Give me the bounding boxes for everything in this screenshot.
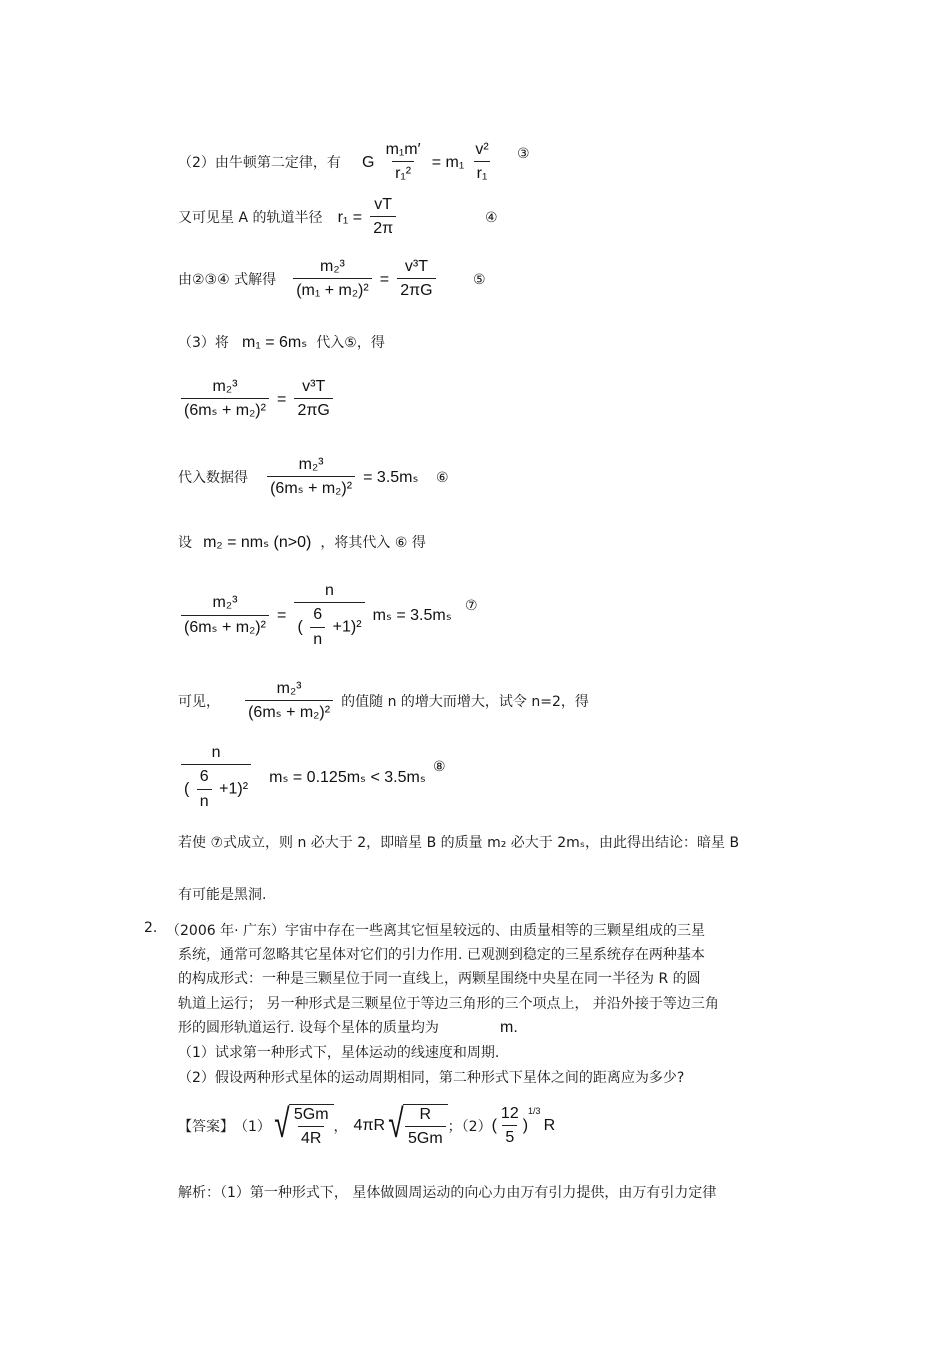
- eq7-mark: ⑦: [465, 598, 478, 614]
- eq7-inner-num: 6: [313, 606, 323, 624]
- set-lead: 设: [178, 535, 192, 551]
- answer-exponent: 1/3: [528, 1106, 541, 1116]
- eq8-inner-num: 6: [199, 768, 209, 786]
- problem-2-line-3: 的构成形式：一种是三颗星位于同一直线上，两颗星围绕中央星在同一半径为 R 的圆: [178, 971, 701, 987]
- equation-4-line: [178, 196, 399, 239]
- set-expr: m₂ = nmₛ (n>0): [203, 534, 312, 551]
- eq8-inner-den: n: [197, 789, 212, 811]
- problem-2-number: 2.: [144, 920, 158, 936]
- eq3-rhs: = m₁: [431, 153, 465, 171]
- eq6-rhs: = 3.5mₛ: [363, 468, 419, 486]
- eq5-lead: 由②③④ 式解得: [178, 271, 277, 288]
- eq4-lhs: r₁ =: [337, 208, 363, 226]
- eq7-mid-num: n: [325, 582, 334, 599]
- answer-sqrt-1: √ $\frac{5Gm}{4R}$: [271, 1104, 334, 1149]
- eq3-r1: r₁: [474, 161, 491, 183]
- eqsub-num: m₂³: [212, 378, 238, 395]
- eq4-lead: 又可见星 A 的轨道半径: [178, 209, 323, 226]
- answer-sqrt-1-num: 5Gm: [293, 1106, 329, 1123]
- eq5-rhs-num: v³T: [404, 258, 428, 275]
- eqsub-den: (6mₛ + m₂)²: [181, 398, 269, 420]
- eq6-den: (6mₛ + m₂)²: [267, 476, 355, 498]
- equation-6-line: [178, 456, 418, 499]
- eqsub-frac-right: [294, 378, 332, 421]
- answer-comma: ，: [333, 1119, 348, 1136]
- answer-part2: ；（2）: [447, 1119, 492, 1136]
- eq7-frac-mid: [294, 582, 364, 649]
- eq8-den: [181, 764, 251, 811]
- eq3-g: G: [362, 153, 375, 171]
- problem-2-line-2: 系统，通常可忽略其它星体对它们的引力作用. 已观测到稳定的三星系统存在两种基本: [178, 947, 705, 963]
- set-line: [178, 530, 426, 555]
- eqsub-frac-left: [181, 378, 269, 421]
- eq7-paren-close: +1)²: [332, 619, 362, 637]
- problem-2-line-5-text: 形的圆形轨道运行. 设每个星体的质量均为: [178, 1020, 439, 1036]
- eq3-numerator: m₁m′: [385, 141, 421, 158]
- eq7-rhs: mₛ = 3.5mₛ: [372, 607, 452, 625]
- eq8-mark: ⑧: [433, 759, 446, 775]
- eq8-paren-open: (: [184, 781, 190, 799]
- conclusion-line-2: 有可能是黑洞.: [178, 887, 267, 903]
- problem-2-line-5: [178, 1017, 518, 1037]
- eq3-frac-right: [472, 141, 491, 184]
- eq8-rhs: mₛ = 0.125mₛ < 3.5mₛ: [269, 769, 426, 787]
- answer-radius: R: [543, 1117, 556, 1135]
- conclusion-line-1: 若使 ⑦式成立，则 n 必大于 2，即暗星 B 的质量 m₂ 必大于 2mₛ，由此得出结论：暗星 B: [178, 835, 740, 851]
- question-1: （1）试求第一种形式下，星体运动的线速度和周期.: [178, 1045, 500, 1061]
- eq3-frac-left: [383, 141, 424, 184]
- problem-2-line-1: （2006 年· 广东）宇宙中存在一些离其它恒星较远的、由质量相等的三颗星组成的三星: [166, 923, 705, 939]
- eq7-mid-den: [294, 602, 364, 649]
- answer-fraction: [498, 1105, 522, 1148]
- eq3-lead: （2）由牛顿第二定律，有: [178, 154, 341, 171]
- eq6-frac: [267, 456, 355, 499]
- answer-sqrt-2: √ $\frac{R}{5Gm}$: [385, 1104, 448, 1149]
- eq4-den: 2π: [370, 216, 396, 238]
- answer-sqrt-2-num: R: [419, 1106, 432, 1123]
- eq5-num: m₂³: [320, 258, 345, 275]
- answer-sqrt-2-frac: [405, 1106, 446, 1149]
- answer-sqrt-1-den: 4R: [298, 1126, 324, 1148]
- problem-2-mass-m: m.: [500, 1019, 518, 1036]
- equation-5-line: 由②③④ 式解得 $\frac{\text{m₂³}}{\text{(m₁ + m₂)²}}$ = $\frac{\text{v³T}}{2\pi G}$: [178, 258, 439, 301]
- equation-3-line: [178, 141, 495, 184]
- eq7-den: (6mₛ + m₂)²: [181, 615, 269, 637]
- answer-coefficient: 4πR: [353, 1117, 386, 1135]
- eq8-inner-frac: [197, 768, 212, 811]
- kejian-tail: 的值随 n 的增大而增大，试令 n=2，得: [341, 693, 589, 710]
- answer-label: 【答案】: [178, 1119, 234, 1136]
- kejian-lead: 可见，: [178, 693, 220, 710]
- answer-fraction-den: 5: [502, 1125, 517, 1147]
- eq3-v2: v²: [475, 141, 489, 158]
- eq8-frac: [181, 744, 251, 811]
- equation-substituted: $\frac{\text{m₂³}}{\text{(6mₛ + m₂)²}}$ = $\frac{\text{v³T}}{2\pi G}$: [178, 378, 336, 421]
- answer-fraction-num: 12: [500, 1105, 519, 1122]
- eq3-denominator: r₁²: [392, 161, 414, 183]
- eq7-num: m₂³: [212, 594, 238, 612]
- answer-part1: （1）: [234, 1119, 271, 1136]
- eq6-mark: ⑥: [436, 470, 449, 486]
- equation-7-line: $\frac{\text{m₂³}}{\text{(6mₛ + m₂)²}}$ = n ( $\frac{6}{n}$ +1)² mₛ = 3.5mₛ: [178, 582, 452, 649]
- eq7-frac-left: [181, 594, 269, 637]
- eq7-inner-frac: [310, 606, 325, 649]
- eq7-inner-den: n: [310, 627, 325, 649]
- kejian-num: m₂³: [276, 680, 302, 697]
- set-tail: ，将其代入 ⑥ 得: [320, 535, 426, 551]
- eq8-num: n: [211, 744, 221, 761]
- answer-sqrt-2-den: 5Gm: [405, 1126, 446, 1148]
- question-2: （2）假设两种形式星体的运动周期相同，第二种形式下星体之间的距离应为多少?: [178, 1070, 685, 1086]
- step3-tail: 代入⑤，得: [316, 335, 385, 351]
- step3-expr: m₁ = 6mₛ: [242, 334, 308, 351]
- kejian-line: [178, 680, 589, 723]
- problem-2-line-4: 轨道上运行； 另一种形式是三颗星位于等边三角形的三个项点上， 并沿外接于等边三角: [178, 996, 719, 1012]
- eq4-num: vT: [374, 196, 393, 213]
- eq5-frac-right: [397, 258, 435, 301]
- step-3-line: [178, 330, 385, 355]
- eq3-mark: ③: [517, 146, 530, 162]
- eq4-frac: [370, 196, 396, 239]
- kejian-frac: [245, 680, 333, 723]
- eq5-rhs-den: 2πG: [397, 278, 435, 300]
- eq6-num: m₂³: [298, 456, 324, 473]
- eq6-lead: 代入数据得: [178, 469, 248, 486]
- eq5-den: (m₁ + m₂)²: [293, 278, 371, 300]
- eqsub-rhs-num: v³T: [302, 378, 326, 395]
- eq8-paren-close: +1)²: [219, 781, 249, 799]
- analysis-line: 解析：（1）第一种形式下， 星体做圆周运动的向心力由万有引力提供，由万有引力定律: [178, 1185, 717, 1201]
- step3-lead: （3）将: [178, 335, 229, 351]
- eqsub-rhs-den: 2πG: [294, 398, 332, 420]
- eq5-frac-left: [293, 258, 371, 301]
- answer-sqrt-1-frac: [291, 1106, 332, 1149]
- eq5-mark: ⑤: [473, 272, 486, 288]
- answer-line: 【答案】 （1） √ $\frac{5Gm}{4R}$ ， 4πR √ $\frac{R}{5Gm}$ ；（2） ( $\frac{12}{5}$ ) 1/3 R: [178, 1102, 556, 1148]
- equation-8-line: [178, 744, 426, 811]
- eq7-paren-open: (: [297, 619, 303, 637]
- eq4-mark: ④: [485, 210, 498, 226]
- kejian-den: (6mₛ + m₂)²: [245, 700, 333, 722]
